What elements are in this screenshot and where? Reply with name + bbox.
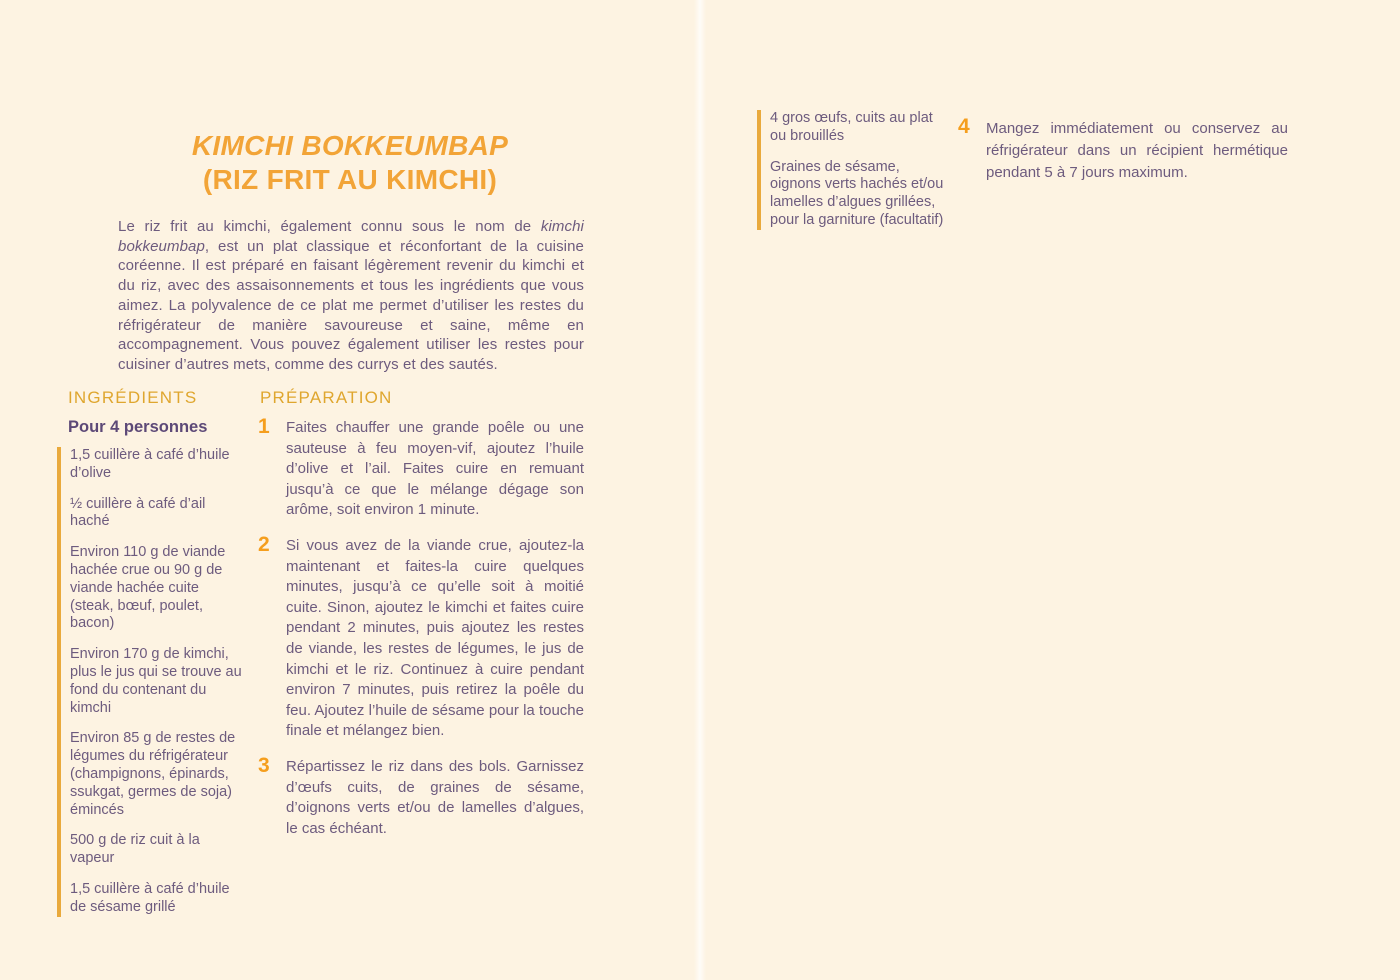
preparation-step bbox=[258, 415, 584, 521]
ingredient-item: Environ 110 g de viande hachée crue ou 90 g de viande hachée cuite (steak, bœuf, poulet, bacon) bbox=[70, 544, 226, 632]
ingredients-list bbox=[57, 447, 245, 917]
step-number: 3 bbox=[258, 753, 270, 777]
step-number: 4 bbox=[958, 115, 970, 138]
ingredient-item: 1,5 cuillère à café d’huile d’olive bbox=[70, 447, 230, 481]
ingredient-item: 500 g de riz cuit à la vapeur bbox=[70, 832, 200, 867]
intro-part2: , est un plat classique et réconfortant de la cuisine coréenne. Il est préparé en faisant légèrement revenir du kimchi et du riz, avec des assaisonnements et tous les ingrédients que vous aimez. La polyvalence de ce plat me permet d’utiliser les restes du réfrigérateur de manière savoureuse et saine, même en accompagnement. Vous pouvez également utiliser les restes pour cuisiner d’autres mets, comme des currys et des sautés. bbox=[118, 237, 584, 373]
recipe-title bbox=[0, 129, 700, 197]
step-text: Faites chauffer une grande poêle ou une sauteuse à feu moyen-vif, ajoutez l’huile d’olive et l’ail. Faites cuire en remuant jusqu’à ce que le mélange dégage son arôme, soit environ 1 minute. bbox=[286, 419, 584, 519]
ingredient-item: 1,5 cuillère à café d’huile de sésame grillé bbox=[70, 880, 230, 915]
intro-italic-term: kimchi bokkeumbap bbox=[118, 218, 584, 255]
ingredient-item: ½ cuillère à café d’ail haché bbox=[70, 495, 206, 530]
ingredient-item: Environ 85 g de restes de légumes du réfrigérateur (champignons, épinards, ssukgat, germes de soja) émincés bbox=[70, 730, 236, 818]
preparation-step bbox=[958, 115, 1288, 184]
step-text: Répartissez le riz dans des bols. Garnissez d’œufs cuits, de graines de sésame, d’oignons verts et/ou de lamelles d’algues, le cas échéant. bbox=[286, 757, 584, 837]
ingredients-list-continued bbox=[757, 110, 949, 230]
preparation-steps bbox=[258, 415, 584, 839]
servings-label: Pour 4 personnes bbox=[68, 418, 208, 436]
preparation-step-4-block bbox=[958, 115, 1288, 184]
ingredient-item: 4 gros œufs, cuits au plat ou brouillés bbox=[770, 110, 933, 144]
preparation-heading: PRÉPARATION bbox=[260, 388, 393, 407]
ingredients-heading: INGRÉDIENTS bbox=[68, 388, 198, 407]
intro-part1: Le riz frit au kimchi, également connu sous le nom de bbox=[118, 218, 541, 235]
recipe-intro bbox=[118, 217, 584, 375]
preparation-step bbox=[258, 532, 584, 742]
preparation-step bbox=[258, 753, 584, 839]
step-text: Mangez immédiatement ou conservez au réfrigérateur dans un récipient hermétique pendant 5 à 7 jours maximum. bbox=[986, 120, 1288, 181]
ingredient-item: Environ 170 g de kimchi, plus le jus qui se trouve au fond du contenant du kimchi bbox=[70, 646, 242, 716]
recipe-title-line1: KIMCHI BOKKEUMBAP bbox=[191, 129, 509, 161]
step-number: 2 bbox=[258, 532, 270, 556]
step-number: 1 bbox=[258, 415, 270, 438]
ingredient-item: Graines de sésame, oignons verts hachés et/ou lamelles d’algues grillées, pour la garniture (facultatif) bbox=[770, 158, 944, 228]
recipe-title-line2: (RIZ FRIT AU KIMCHI) bbox=[202, 163, 498, 195]
step-text: Si vous avez de la viande crue, ajoutez-la maintenant et faites-la cuire quelques minutes, jusqu’à ce qu’elle soit à moitié cuite. Sinon, ajoutez le kimchi et faites cuire pendant 2 minutes, puis ajoutez les restes de viande, les restes de légumes, le jus de kimchi et le riz. Continuez à cuire pendant environ 7 minutes, puis retirez la poêle du feu. Ajoutez l’huile de sésame pour la touche finale et mélangez bien. bbox=[286, 536, 584, 740]
